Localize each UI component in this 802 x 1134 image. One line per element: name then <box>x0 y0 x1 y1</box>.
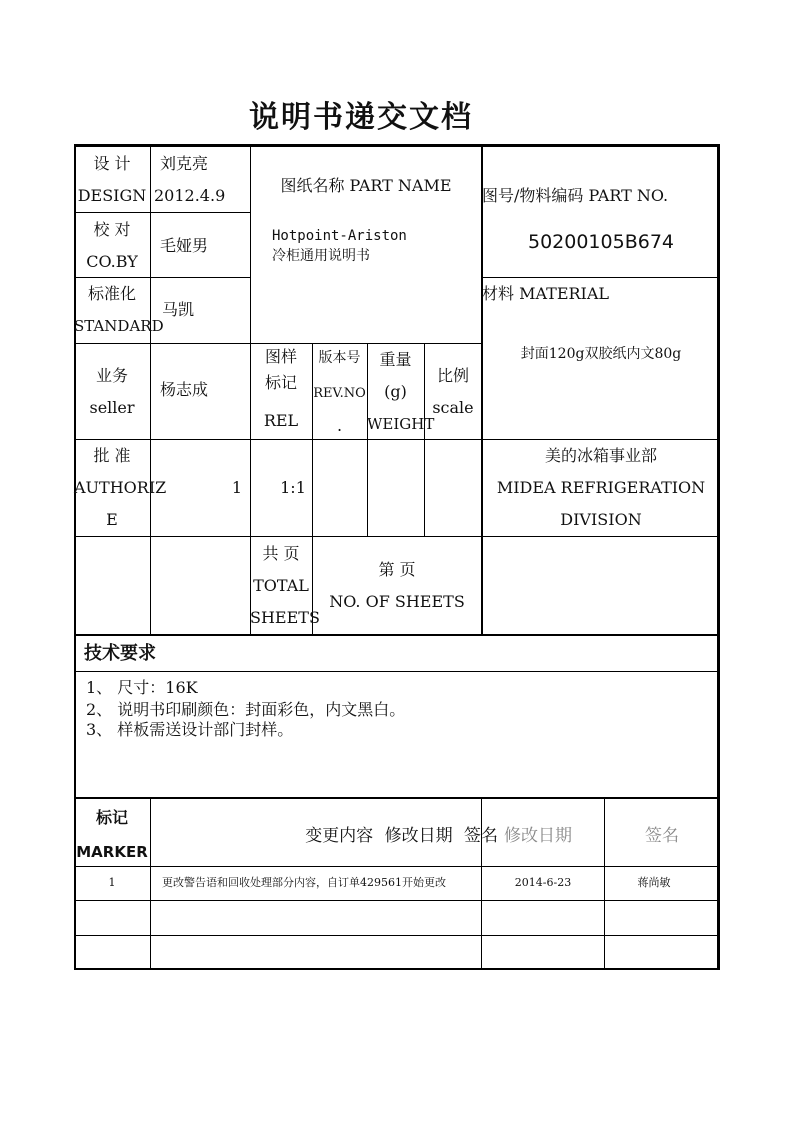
part-no-label: 图号/物料编码 PART NO. <box>482 186 669 205</box>
rel-en: REL <box>263 411 299 430</box>
tech-heading: 技术要求 <box>84 643 156 664</box>
marker-en: MARKER <box>76 843 148 861</box>
tech-item-3: 3、 样板需送设计部门封样。 <box>86 720 294 739</box>
division-en-2: DIVISION <box>560 510 642 529</box>
seller-label-en: seller <box>89 398 135 417</box>
division-en-1: MIDEA REFRIGERATION <box>496 478 706 497</box>
weight-en: WEIGHT <box>367 415 435 433</box>
material-label: 材料 MATERIAL <box>482 284 610 303</box>
approve-label-en-2: E <box>106 510 118 529</box>
division-cn: 美的冰箱事业部 <box>544 446 657 465</box>
total-cn: 共 页 <box>262 544 300 563</box>
part-name-line2: 冷柜通用说明书 <box>272 248 370 264</box>
part-no-value: 50200105B674 <box>527 231 674 253</box>
design-name: 刘克亮 <box>160 154 209 173</box>
sheet-no-en: NO. OF SHEETS <box>329 592 465 611</box>
part-name-line1: Hotpoint-Ariston <box>272 228 407 244</box>
scale-cn: 比例 <box>436 366 469 385</box>
rev-en-2: . <box>336 416 343 435</box>
changes-header-date: 修改日期 <box>504 826 572 846</box>
standard-label-cn: 标准化 <box>87 284 136 303</box>
part-name-label: 图纸名称 PART NAME <box>280 176 452 195</box>
change-row-sign: 蒋尚敏 <box>637 876 671 889</box>
sheet-no-cn: 第 页 <box>378 560 416 579</box>
rev-cn: 版本号 <box>318 350 361 366</box>
design-label-en: DESIGN <box>77 186 147 205</box>
standard-name: 马凯 <box>162 300 195 319</box>
check-name: 毛娅男 <box>160 236 209 255</box>
check-label-cn: 校 对 <box>93 220 131 239</box>
total-en-1: TOTAL <box>253 576 309 595</box>
page-title: 说明书递交文档 <box>249 100 473 135</box>
rev-en-1: REV.NO <box>313 386 366 401</box>
weight-cn: 重量 <box>379 350 412 369</box>
material-value: 封面120g双胶纸内文80g <box>520 346 682 362</box>
tech-item-2: 2、 说明书印刷颜色：封面彩色，内文黑白。 <box>86 700 406 719</box>
change-row-content: 更改警告语和回收处理部分内容，自订单429561开始更改 <box>162 876 446 889</box>
approve-value: 1 <box>231 478 242 497</box>
change-row-date: 2014-6-23 <box>514 876 572 889</box>
scale-en: scale <box>432 398 474 417</box>
design-date: 2012.4.9 <box>154 186 226 205</box>
changes-header-sign: 签名 <box>645 826 679 846</box>
design-label-cn: 设 计 <box>93 154 131 173</box>
seller-name: 杨志成 <box>160 380 209 399</box>
changes-header-mid: 变更内容 修改日期 签名 <box>305 826 498 846</box>
weight-unit: (g) <box>384 382 407 401</box>
seller-label-cn: 业务 <box>95 366 128 385</box>
rel-cn-2: 标记 <box>264 373 297 392</box>
rel-cn-1: 图样 <box>264 347 297 366</box>
check-label-en: CO.BY <box>86 252 138 271</box>
approve-label-cn: 批 准 <box>93 446 131 465</box>
standard-label-en: STANDARD <box>74 317 164 335</box>
change-row-marker: 1 <box>108 876 116 889</box>
rel-value: 1:1 <box>280 478 306 497</box>
total-en-2: SHEETS <box>250 608 320 627</box>
marker-cn: 标记 <box>95 808 128 827</box>
tech-item-1: 1、 尺寸：16K <box>86 678 198 697</box>
approve-label-en-1: AUTHORIZ <box>74 478 167 497</box>
